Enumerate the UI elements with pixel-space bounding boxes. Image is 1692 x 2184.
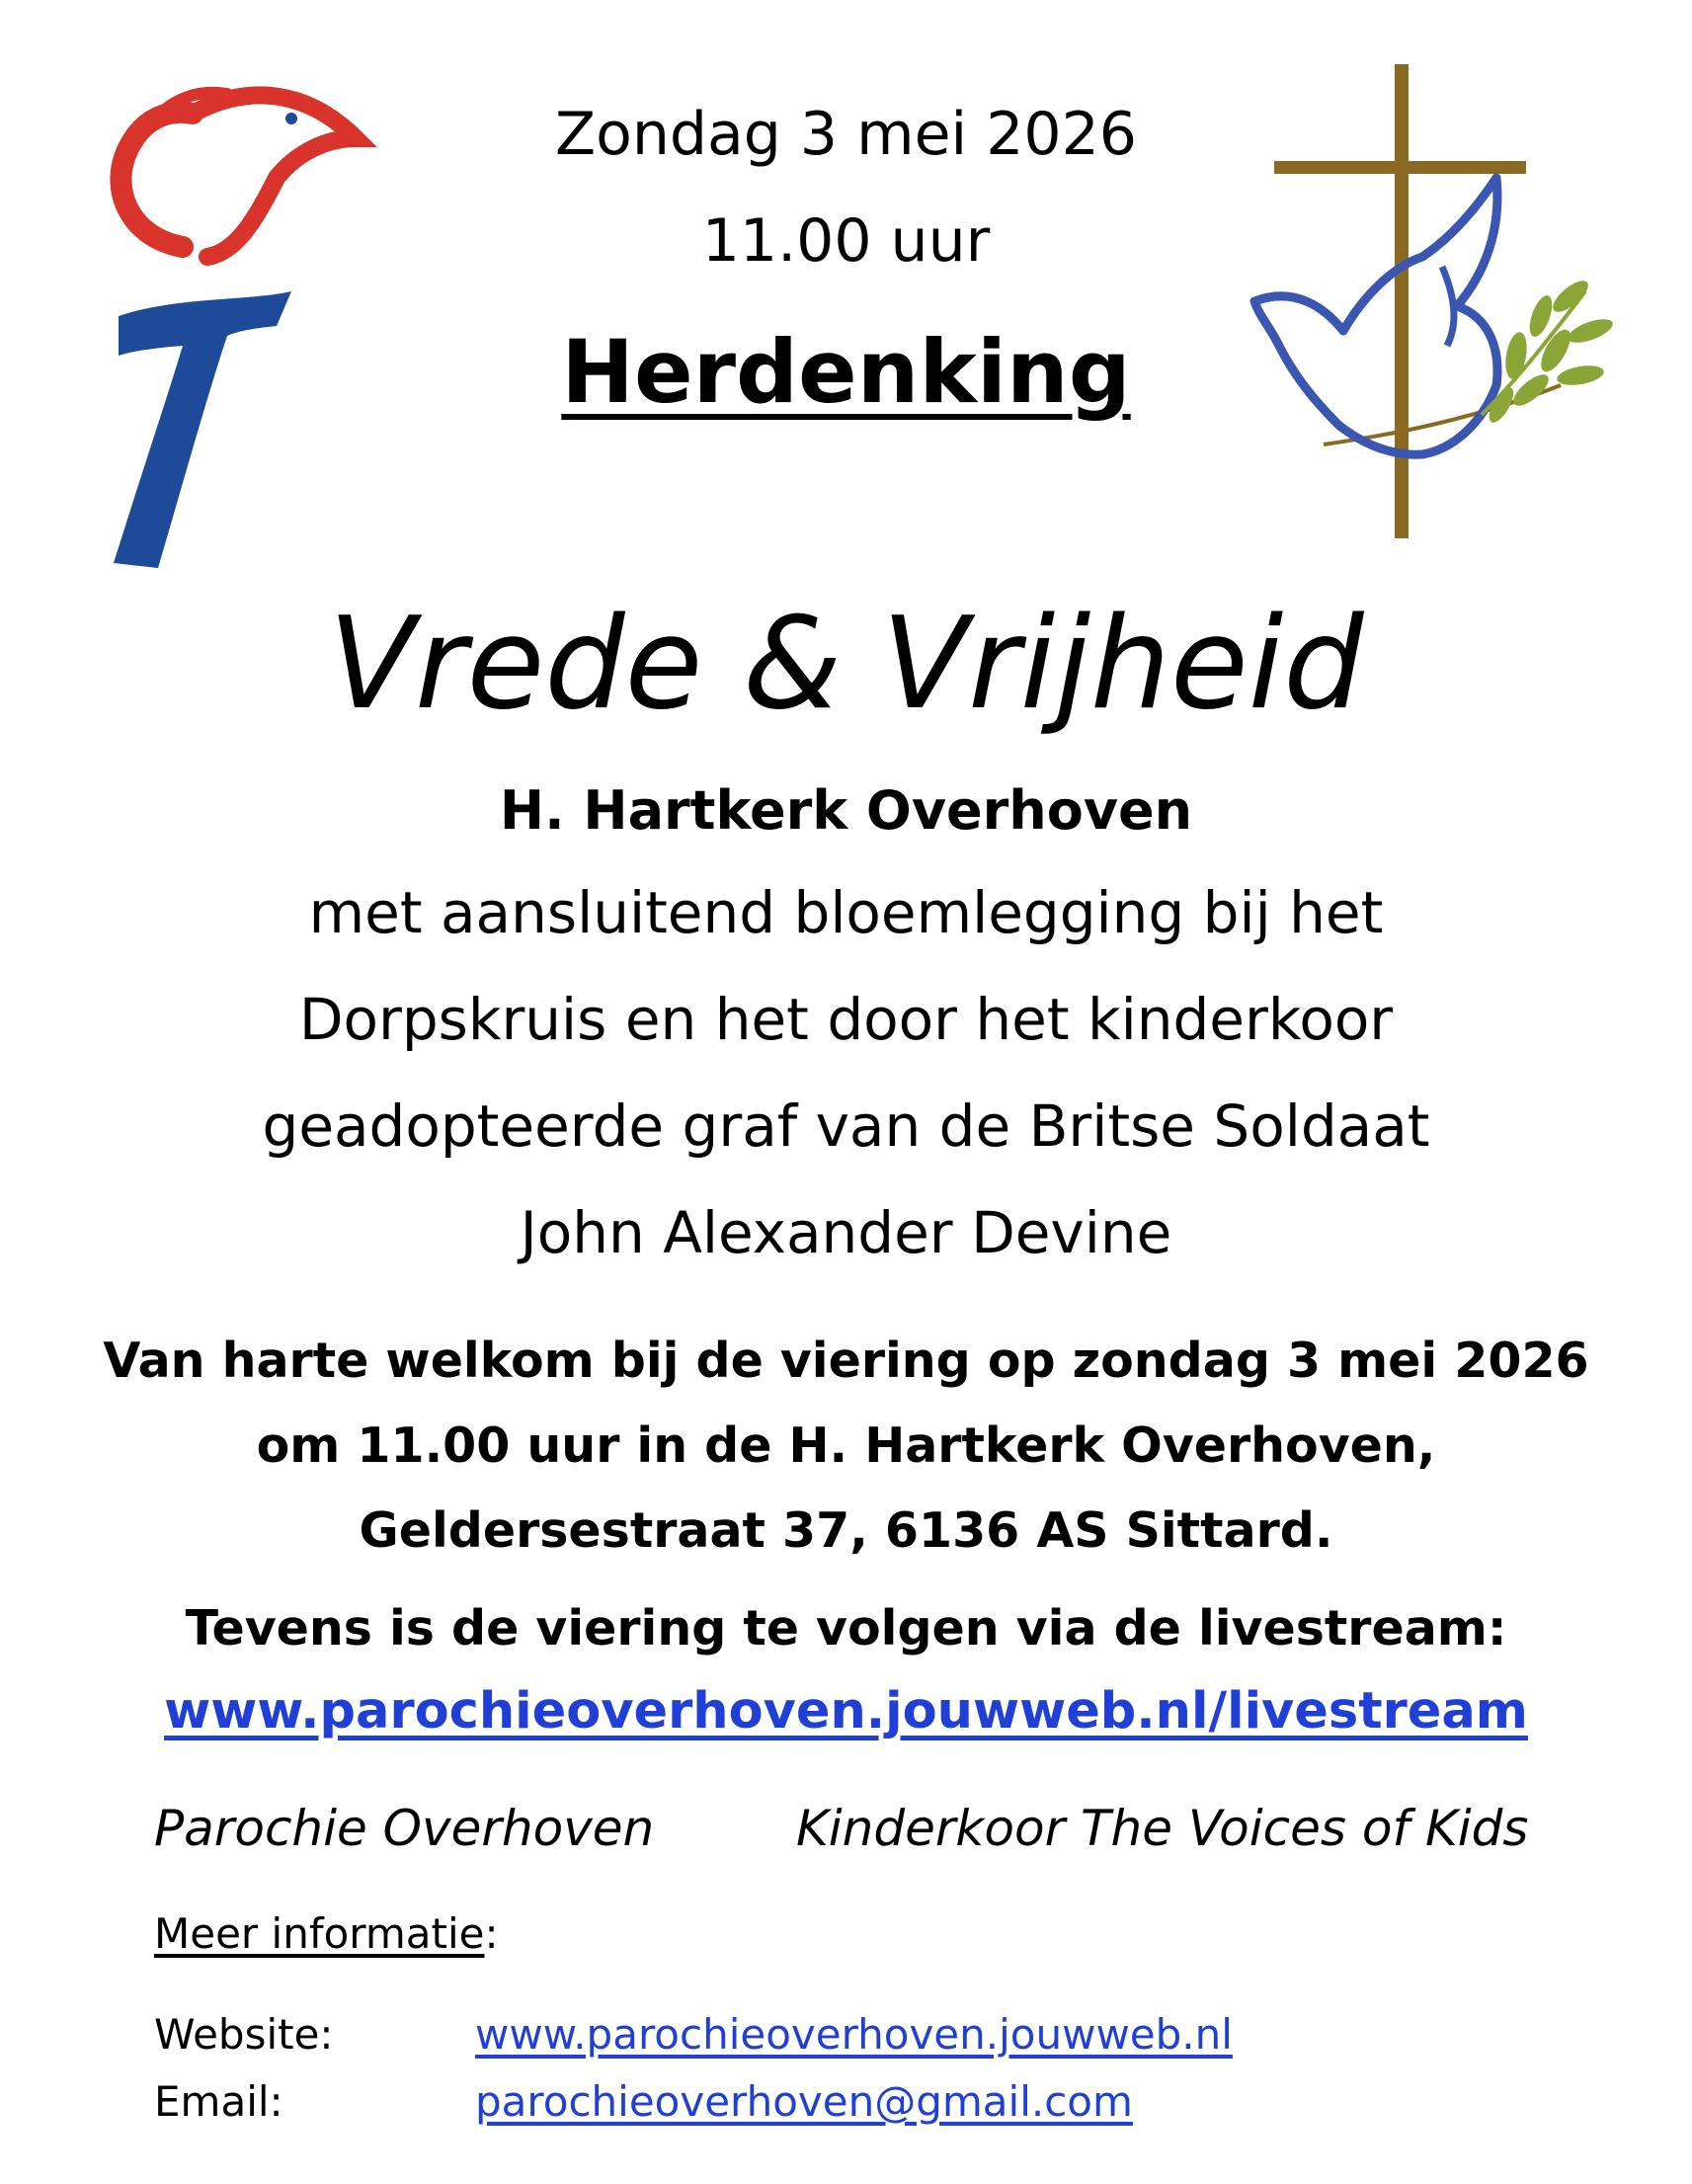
event-time: 11.00 uur <box>701 206 991 276</box>
more-info-heading <box>154 1906 499 1962</box>
page-title <box>0 318 1692 427</box>
description-line: Dorpskruis en het door het kinderkoor <box>298 986 1394 1053</box>
description-line: geadopteerde graf van de Britse Soldaat <box>262 1092 1430 1160</box>
website-label: Website: <box>154 2010 334 2059</box>
email-label: Email: <box>154 2077 283 2126</box>
livestream-link-row <box>0 1679 1692 1744</box>
welcome-line: om 11.00 uur in de H. Hartkerk Overhoven, <box>256 1417 1436 1474</box>
description-line: John Alexander Devine <box>520 1199 1172 1266</box>
more-info-colon: : <box>484 1909 499 1958</box>
livestream-link[interactable]: www.parochieoverhoven.jouwweb.nl/livestream <box>164 1682 1528 1740</box>
organizer-parish: Parochie Overhoven <box>154 1800 655 1857</box>
more-info-heading-text: Meer informatie <box>154 1909 485 1958</box>
website-link[interactable]: www.parochieoverhoven.jouwweb.nl <box>475 2010 1233 2059</box>
title-text: Herdenking <box>561 321 1131 423</box>
theme-heading: Vrede & Vrijheid <box>328 591 1364 738</box>
church-name: H. Hartkerk Overhoven <box>499 779 1193 842</box>
event-date: Zondag 3 mei 2026 <box>555 100 1137 169</box>
welcome-line: Van harte welkom bij de viering op zondag 3 mei 2026 <box>103 1333 1589 1389</box>
email-link[interactable]: parochieoverhoven@gmail.com <box>475 2077 1133 2126</box>
description-line: met aansluitend bloemlegging bij het <box>308 879 1384 946</box>
welcome-line: Geldersestraat 37, 6136 AS Sittard. <box>359 1502 1333 1559</box>
organizer-choir: Kinderkoor The Voices of Kids <box>796 1800 1529 1857</box>
livestream-label: Tevens is de viering te volgen via de livestream: <box>185 1600 1507 1657</box>
